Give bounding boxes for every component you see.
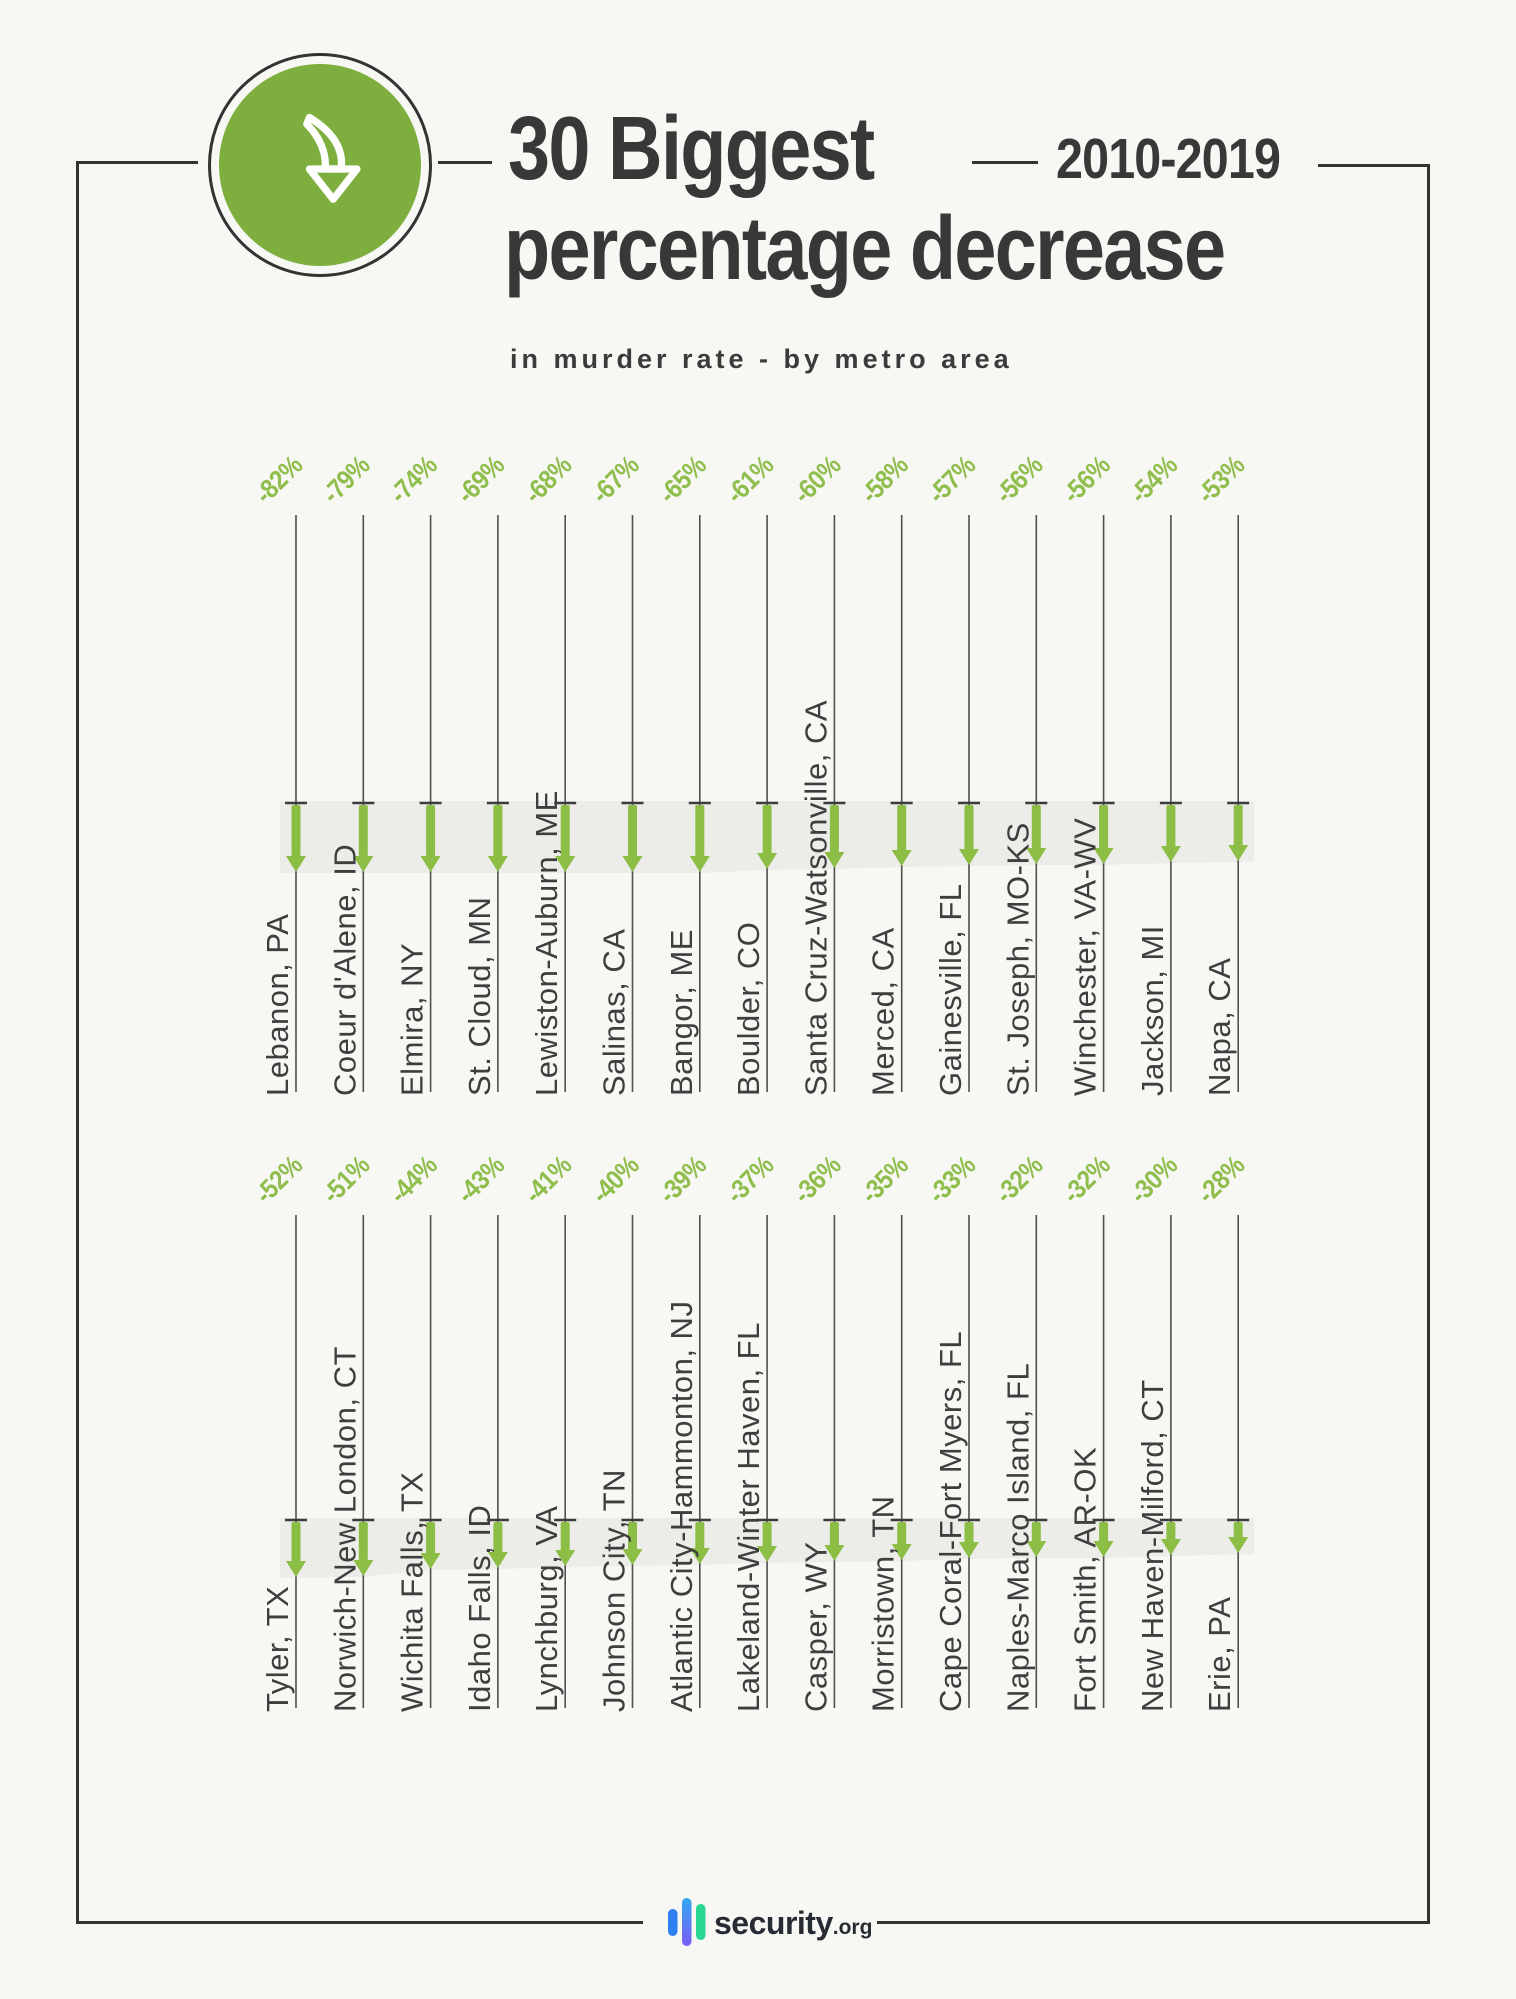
metro-label: Johnson City, TN xyxy=(596,1469,632,1712)
page-subtitle: in murder rate - by metro area xyxy=(510,344,1013,374)
metro-label: Salinas, CA xyxy=(596,928,632,1096)
chart-column xyxy=(788,451,847,1096)
decrease-arrow-shaft xyxy=(426,805,435,857)
pct-label: -35% xyxy=(855,1150,915,1210)
pct-label: -40% xyxy=(585,1150,645,1210)
metro-label: Atlantic City-Hammonton, NJ xyxy=(663,1300,699,1712)
chart-column xyxy=(855,1151,914,1712)
metro-label: Wichita Falls, TX xyxy=(394,1471,430,1712)
chart-column xyxy=(317,451,376,1096)
page-title-line1: 30 Biggest xyxy=(508,99,874,199)
metro-label: Gainesville, FL xyxy=(933,883,968,1096)
metro-label: Naples-Marco Island, FL xyxy=(1000,1362,1036,1712)
chart-column xyxy=(317,1151,376,1712)
chart-row-ranks-1-15 xyxy=(0,430,1516,1110)
metro-label: Coeur d'Alene, ID xyxy=(327,843,363,1096)
chart-column xyxy=(1124,451,1183,1096)
period-label: 2010-2019 xyxy=(1056,127,1281,191)
metro-label: Merced, CA xyxy=(865,927,901,1096)
down-arrow-badge-disc xyxy=(219,64,421,266)
pct-label: -51% xyxy=(316,1150,376,1210)
down-arrow-icon xyxy=(254,99,386,231)
brand-wordmark xyxy=(714,1905,872,1941)
pct-label: -44% xyxy=(384,1150,444,1210)
chart-column xyxy=(1192,451,1251,1096)
decrease-arrow-shaft xyxy=(493,805,502,857)
chart-column xyxy=(922,1151,981,1712)
pct-label: -57% xyxy=(922,450,982,510)
chart-row-ranks-16-30 xyxy=(0,1130,1516,1940)
pct-label: -54% xyxy=(1124,450,1184,510)
chart-column xyxy=(1057,451,1116,1096)
chart-column xyxy=(1057,1151,1116,1712)
chart-column xyxy=(586,1151,645,1712)
metro-label: Idaho Falls, ID xyxy=(461,1504,497,1712)
pct-label: -32% xyxy=(989,1150,1049,1210)
decrease-arrow-shaft xyxy=(1234,1522,1243,1538)
pct-label: -32% xyxy=(1057,1150,1117,1210)
decrease-arrow-shaft xyxy=(763,805,772,854)
metro-label: Casper, WY xyxy=(798,1541,834,1712)
brand-suffix: .org xyxy=(832,1916,873,1939)
pct-label: -28% xyxy=(1191,1150,1251,1210)
chart-column xyxy=(653,451,712,1096)
metro-label: Cape Coral-Fort Myers, FL xyxy=(933,1330,968,1712)
metro-label: Tyler, TX xyxy=(260,1585,295,1712)
metro-label: St. Joseph, MO-KS xyxy=(1000,822,1036,1096)
pct-label: -43% xyxy=(451,1150,511,1210)
decrease-arrow-shaft xyxy=(292,1522,301,1562)
pct-label: -69% xyxy=(451,450,511,510)
chart-column xyxy=(653,1151,712,1712)
chart-column xyxy=(519,1151,578,1712)
pct-label: -30% xyxy=(1124,1150,1184,1210)
pct-label: -52% xyxy=(249,1150,309,1210)
metro-label: Lynchburg, VA xyxy=(529,1505,565,1712)
chart-column xyxy=(721,451,780,1096)
frame-dash-title-period xyxy=(972,161,1038,164)
metro-label: New Haven-Milford, CT xyxy=(1134,1379,1170,1712)
metro-label: Elmira, NY xyxy=(394,942,430,1096)
pct-label: -60% xyxy=(787,450,847,510)
chart-column xyxy=(1124,1151,1183,1712)
pct-label: -68% xyxy=(518,450,578,510)
decrease-arrow-shaft xyxy=(897,805,906,851)
metro-label: Lebanon, PA xyxy=(260,913,295,1096)
frame-dash-circle-title xyxy=(438,161,492,164)
pct-label: -74% xyxy=(384,450,444,510)
pct-label: -36% xyxy=(787,1150,847,1210)
chart-column xyxy=(249,451,308,1096)
metro-label: Lewiston-Auburn, ME xyxy=(529,790,565,1096)
pct-label: -67% xyxy=(585,450,645,510)
logo-bars-icon xyxy=(668,1898,706,1946)
pct-label: -56% xyxy=(989,450,1049,510)
metro-label: Norwich-New London, CT xyxy=(327,1346,363,1712)
chart-column xyxy=(855,451,914,1096)
brand-name: security xyxy=(714,1905,833,1941)
frame-dash-left xyxy=(76,161,198,164)
chart-column xyxy=(586,451,645,1096)
chart-column xyxy=(922,451,981,1096)
metro-label: Boulder, CO xyxy=(731,921,767,1096)
chart-column xyxy=(451,451,510,1096)
pct-label: -37% xyxy=(720,1150,780,1210)
chart-column xyxy=(384,1151,443,1712)
metro-label: Santa Cruz-Watsonville, CA xyxy=(798,699,834,1096)
brand-logo xyxy=(664,1892,874,1954)
metro-label: Winchester, VA-WV xyxy=(1067,817,1103,1096)
decrease-arrow-shaft xyxy=(1234,805,1243,846)
frame-top-right-line xyxy=(1318,164,1430,167)
chart-column xyxy=(990,1151,1049,1712)
pct-label: -41% xyxy=(518,1150,578,1210)
chart-column xyxy=(990,451,1049,1096)
pct-label: -65% xyxy=(653,450,713,510)
metro-label: Napa, CA xyxy=(1202,957,1238,1096)
decrease-arrow-shaft xyxy=(695,805,704,857)
pct-label: -39% xyxy=(653,1150,713,1210)
pct-label: -61% xyxy=(720,450,780,510)
pct-label: -56% xyxy=(1057,450,1117,510)
pct-label: -33% xyxy=(922,1150,982,1210)
pct-label: -58% xyxy=(855,450,915,510)
chart-column xyxy=(788,1151,847,1712)
pct-label: -79% xyxy=(316,450,376,510)
decrease-arrow-shaft xyxy=(965,805,974,850)
pct-label: -53% xyxy=(1191,450,1251,510)
chart-column xyxy=(384,451,443,1096)
metro-label: Fort Smith, AR-OK xyxy=(1067,1446,1103,1712)
decrease-arrow-shaft xyxy=(628,805,637,857)
metro-label: Morristown, TN xyxy=(865,1495,901,1712)
decrease-arrow-shaft xyxy=(1166,805,1175,847)
down-arrow-badge xyxy=(208,53,432,277)
page-title-line2: percentage decrease xyxy=(504,199,1225,299)
chart-column xyxy=(519,451,578,1096)
metro-label: Erie, PA xyxy=(1202,1596,1238,1712)
chart-column xyxy=(249,1151,308,1712)
chart-column xyxy=(1192,1151,1251,1712)
chart-column xyxy=(721,1151,780,1712)
metro-label: Jackson, MI xyxy=(1134,925,1170,1096)
metro-label: St. Cloud, MN xyxy=(461,896,497,1096)
decrease-arrow-shaft xyxy=(292,805,301,857)
chart-column xyxy=(451,1151,510,1712)
metro-label: Bangor, ME xyxy=(663,929,699,1096)
metro-label: Lakeland-Winter Haven, FL xyxy=(731,1322,767,1712)
pct-label: -82% xyxy=(249,450,309,510)
